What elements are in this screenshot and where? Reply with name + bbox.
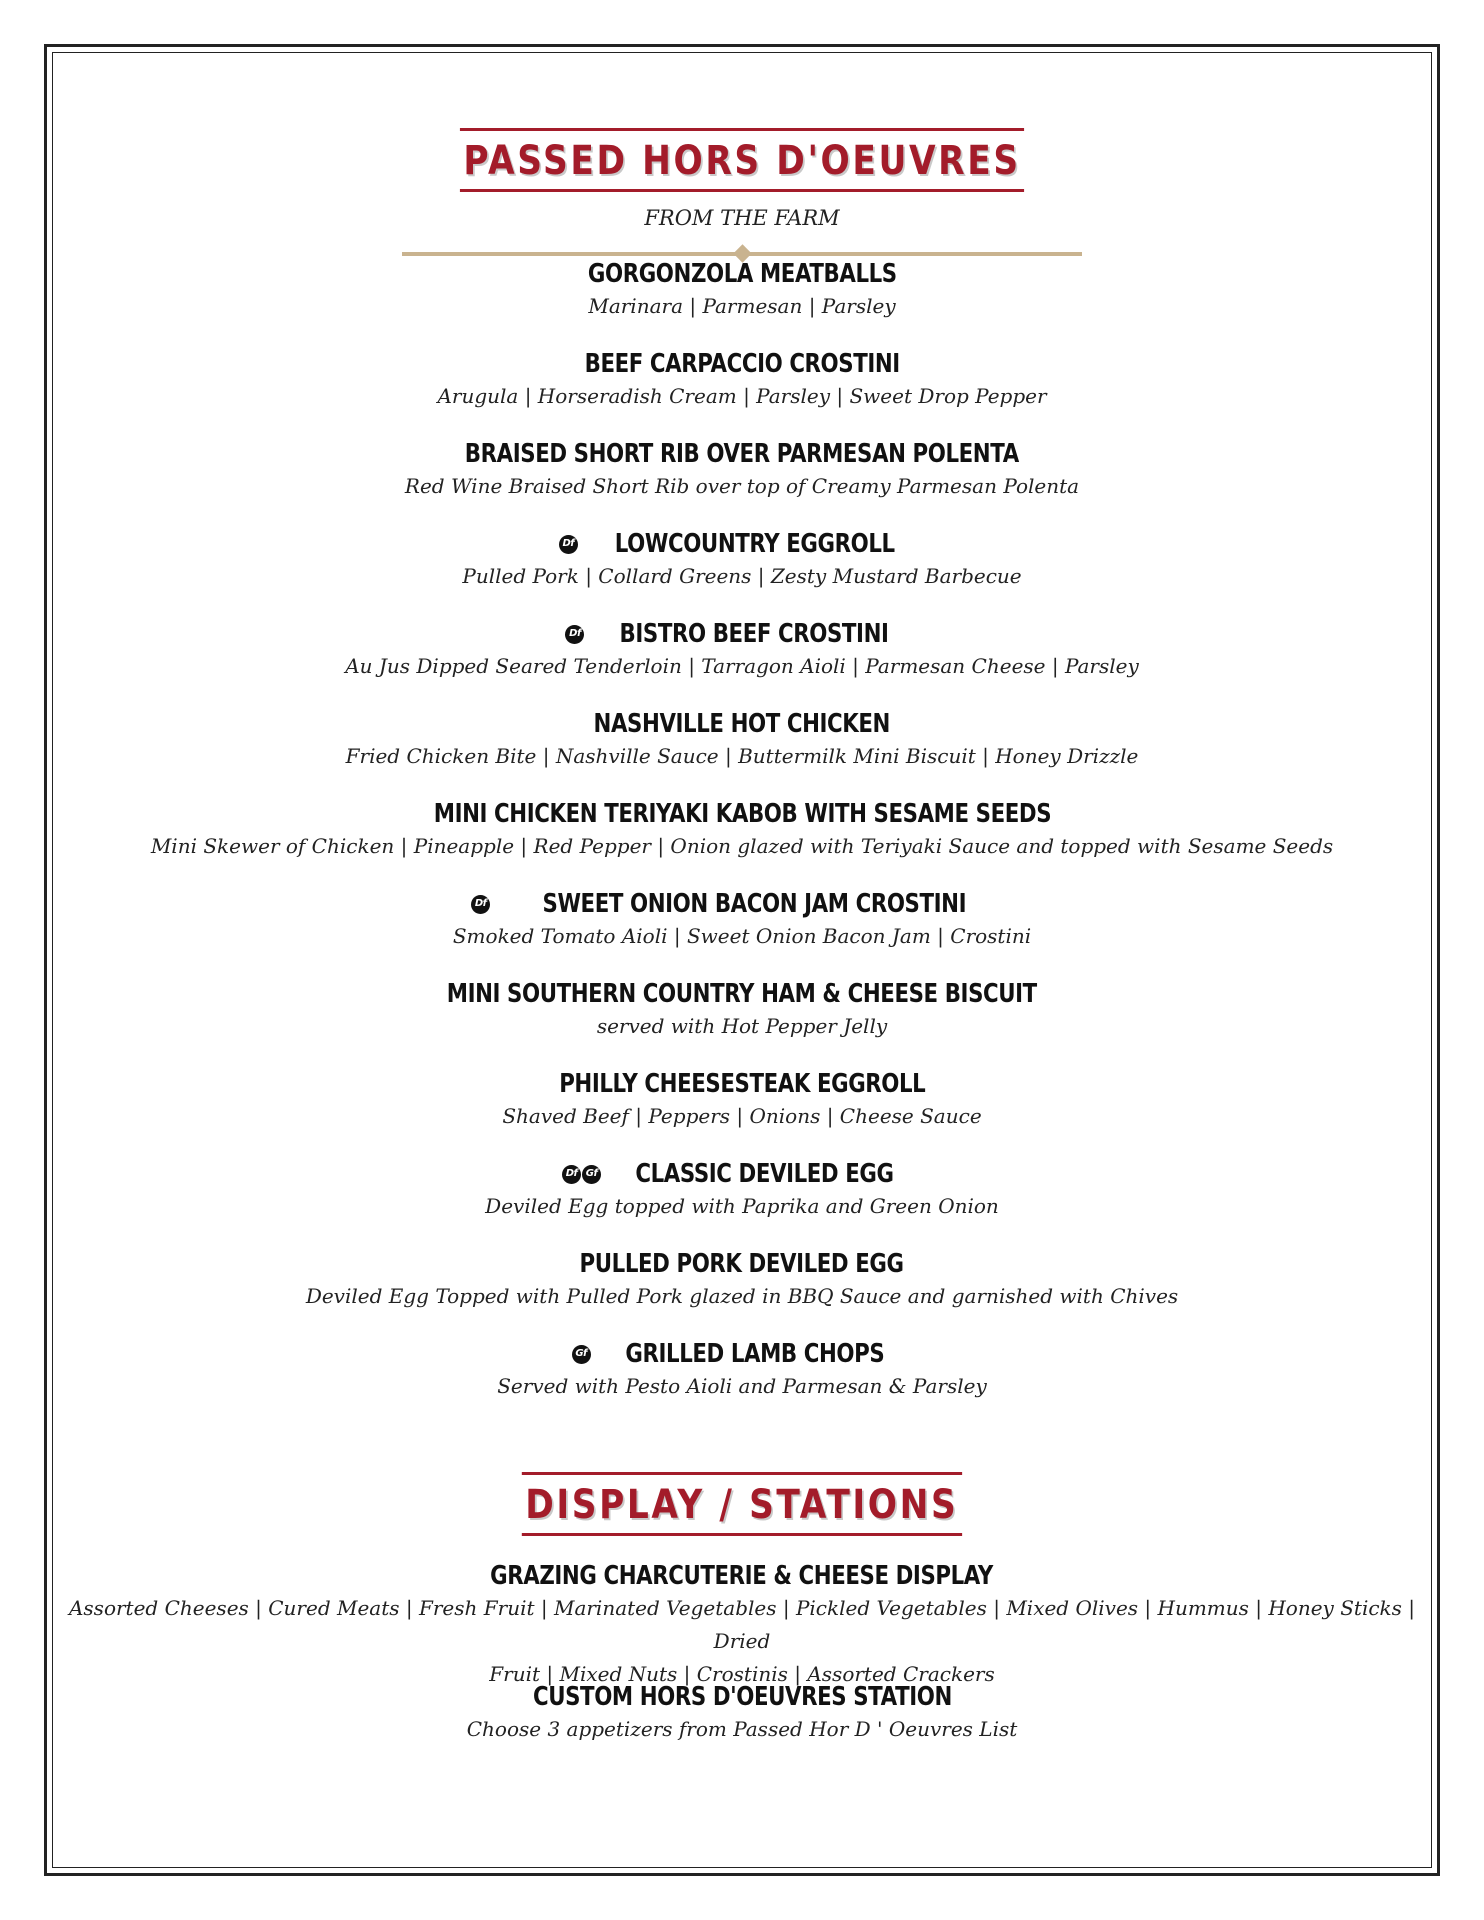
item-name: GRAZING CHARCUTERIE & CHEESE DISPLAY [490,1561,994,1591]
menu-item [60,1338,1424,1403]
item-name: BRAISED SHORT RIB OVER PARMESAN POLENTA [465,439,1019,469]
menu-item [60,528,1424,593]
menu-page [60,0,1424,1920]
menu-item [60,348,1424,413]
item-description: Arugula | Horseradish Cream | Parsley | Sweet Drop Pepper [437,384,1047,408]
item-description: Fruit | Mixed Nuts | Crostinis | Assorted Crackers [489,1662,995,1686]
item-name-row [60,1068,1424,1100]
display-title-wrap [60,1472,1424,1536]
dietary-badges [572,1345,591,1364]
dietary-badges [471,895,490,914]
item-description: Assorted Cheeses | Cured Meats | Fresh Fruit | Marinated Vegetables | Pickled Vegetables | Mixed Olives | Hummus | Honey Sticks | Dried [68,1596,1416,1653]
item-name-row [60,1560,1424,1592]
item-description: Fried Chicken Bite | Nashville Sauce | Buttermilk Mini Biscuit | Honey Drizzle [345,744,1139,768]
dairy-free-badge: Df [471,895,490,914]
dietary-badges [565,625,584,644]
passed-title-wrap [60,128,1424,192]
item-name: BISTRO BEEF CROSTINI [619,619,890,649]
item-name: PULLED PORK DEVILED EGG [579,1249,905,1279]
item-name: SWEET ONION BACON JAM CROSTINI [542,889,967,919]
item-description: Deviled Egg topped with Paprika and Green Onion [485,1194,999,1218]
item-description: served with Hot Pepper Jelly [596,1014,888,1038]
menu-item [60,1068,1424,1133]
menu-item [60,618,1424,683]
item-name-row [60,1338,1424,1370]
passed-section-title: PASSED HORS D'OEUVRES [460,128,1024,192]
item-name-row [60,618,1424,650]
item-description: Mini Skewer of Chicken | Pineapple | Red Pepper | Onion glazed with Teriyaki Sauce and topped with Sesame Seeds [150,834,1334,858]
item-description: Shaved Beef | Peppers | Onions | Cheese Sauce [502,1104,982,1128]
item-name: LOWCOUNTRY EGGROLL [614,529,895,559]
item-description: Deviled Egg Topped with Pulled Pork glazed in BBQ Sauce and garnished with Chives [305,1284,1179,1308]
item-name: MINI CHICKEN TERIYAKI KABOB WITH SESAME SEEDS [433,799,1051,829]
item-description: Marinara | Parmesan | Parsley [588,294,896,318]
item-name-row [60,528,1424,560]
menu-item [60,708,1424,773]
item-description: Red Wine Braised Short Rib over top of Creamy Parmesan Polenta [404,474,1080,498]
menu-item [60,888,1424,953]
menu-item [60,1158,1424,1223]
item-description: Au Jus Dipped Seared Tenderloin | Tarragon Aioli | Parmesan Cheese | Parsley [345,654,1139,678]
item-name: CUSTOM HORS D'OEUVRES STATION [532,1682,952,1712]
menu-item [60,1248,1424,1313]
menu-item [60,438,1424,503]
gluten-free-badge: Gf [572,1345,591,1364]
item-name: GRILLED LAMB CHOPS [625,1339,884,1369]
item-name-row [60,888,1424,920]
item-name: CLASSIC DEVILED EGG [635,1159,894,1189]
item-name-row [60,1158,1424,1190]
item-name: NASHVILLE HOT CHICKEN [593,709,891,739]
menu-item [60,978,1424,1043]
menu-item [60,1560,1424,1691]
dairy-free-badge: Df [559,535,578,554]
dairy-free-badge: Df [565,625,584,644]
item-name-row [60,348,1424,380]
dietary-badges [562,1165,601,1184]
menu-item [60,1681,1424,1746]
passed-subtitle: FROM THE FARM [644,206,840,230]
item-name-row [60,1681,1424,1713]
item-name: GORGONZOLA MEATBALLS [587,259,897,289]
item-description: Choose 3 appetizers from Passed Hor D ' Oeuvres List [466,1717,1018,1741]
item-name: BEEF CARPACCIO CROSTINI [584,349,900,379]
item-name: PHILLY CHEESESTEAK EGGROLL [558,1069,926,1099]
menu-item [60,258,1424,323]
item-name-row [60,978,1424,1010]
display-section-title: DISPLAY / STATIONS [522,1472,962,1536]
item-name-row [60,438,1424,470]
item-name-row [60,798,1424,830]
item-name-row [60,708,1424,740]
dietary-badges [559,535,578,554]
item-name-row [60,258,1424,290]
item-name: MINI SOUTHERN COUNTRY HAM & CHEESE BISCUIT [446,979,1038,1009]
item-description: Pulled Pork | Collard Greens | Zesty Mustard Barbecue [462,564,1022,588]
menu-item [60,798,1424,863]
item-name-row [60,1248,1424,1280]
item-description: Served with Pesto Aioli and Parmesan & Parsley [497,1374,987,1398]
item-description: Smoked Tomato Aioli | Sweet Onion Bacon Jam | Crostini [452,924,1032,948]
dairy-free-badge: Df [562,1165,581,1184]
gluten-free-badge: Gf [582,1165,601,1184]
